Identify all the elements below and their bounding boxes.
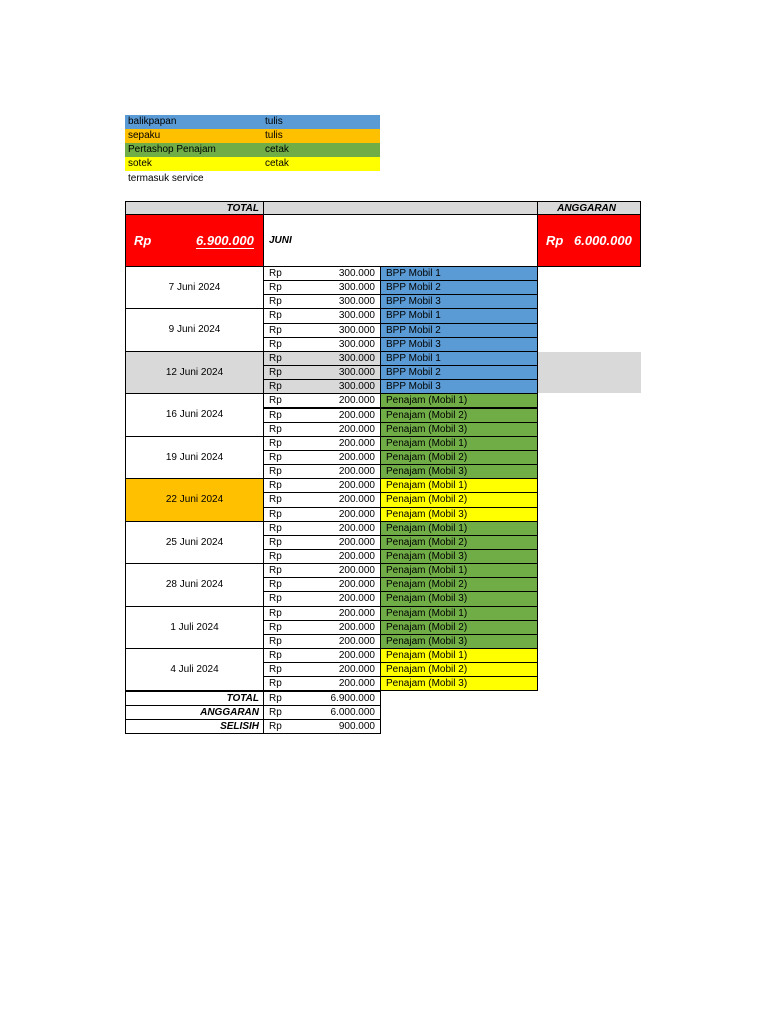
amount-value: 200.000	[338, 536, 375, 548]
anggaran-currency: Rp	[546, 233, 564, 248]
description-cell: BPP Mobil 3	[380, 337, 538, 352]
description-cell: Penajam (Mobil 2)	[380, 450, 538, 465]
amount-cell	[263, 450, 381, 465]
amount-cell	[263, 606, 381, 621]
amount-cell	[263, 535, 381, 550]
description-cell: Penajam (Mobil 2)	[380, 535, 538, 550]
legend-type: cetak	[265, 158, 289, 169]
legend-name: balikpapan	[128, 116, 177, 127]
amount-value: 200.000	[338, 480, 375, 492]
total-value: 6.900.000	[196, 233, 254, 248]
currency-label: Rp	[269, 268, 282, 279]
description-cell: Penajam (Mobil 3)	[380, 507, 538, 522]
description-cell: BPP Mobil 1	[380, 308, 538, 323]
amount-cell	[263, 521, 381, 536]
legend-name: sepaku	[128, 130, 161, 141]
amount-value: 300.000	[338, 352, 375, 364]
summary-amount-cell	[263, 719, 381, 734]
description-cell: Penajam (Mobil 1)	[380, 478, 538, 493]
legend-row	[125, 143, 380, 157]
description-cell: BPP Mobil 2	[380, 280, 538, 295]
amount-value: 200.000	[338, 466, 375, 478]
currency-label: Rp	[269, 437, 282, 449]
amount-value: 300.000	[338, 268, 375, 279]
summary-amount-cell	[263, 705, 381, 720]
amount-cell	[263, 662, 381, 677]
description-cell: Penajam (Mobil 1)	[380, 521, 538, 536]
amount-value: 200.000	[338, 635, 375, 647]
currency-label: Rp	[269, 607, 282, 619]
currency-label: Rp	[269, 494, 282, 506]
currency-label: Rp	[269, 338, 282, 350]
summary-amount-cell	[263, 691, 381, 706]
amount-cell	[263, 634, 381, 649]
amount-value: 200.000	[338, 409, 375, 421]
amount-value: 200.000	[338, 678, 375, 690]
amount-value: 200.000	[338, 664, 375, 676]
summary-label: ANGGARAN	[125, 705, 264, 720]
amount-cell	[263, 577, 381, 592]
currency-label: Rp	[269, 395, 282, 407]
amount-cell	[263, 436, 381, 451]
amount-value: 200.000	[338, 451, 375, 463]
legend-note: termasuk service	[128, 173, 204, 184]
amount-value: 300.000	[338, 367, 375, 379]
amount-value: 200.000	[338, 522, 375, 534]
legend-row	[125, 157, 380, 171]
description-cell: Penajam (Mobil 1)	[380, 436, 538, 451]
currency-label: Rp	[269, 706, 282, 718]
amount-cell	[263, 266, 381, 281]
amount-value: 200.000	[338, 437, 375, 449]
currency-label: Rp	[269, 621, 282, 633]
description-cell: Penajam (Mobil 1)	[380, 606, 538, 621]
currency-label: Rp	[269, 310, 282, 322]
description-cell: Penajam (Mobil 2)	[380, 408, 538, 423]
currency-label: Rp	[269, 324, 282, 336]
date-cell: 25 Juni 2024	[125, 521, 264, 564]
currency-label: Rp	[269, 579, 282, 591]
total-header: TOTAL	[125, 201, 264, 215]
amount-value: 200.000	[338, 621, 375, 633]
description-cell: Penajam (Mobil 3)	[380, 634, 538, 649]
summary-amount: 6.900.000	[330, 692, 375, 704]
description-cell: Penajam (Mobil 2)	[380, 577, 538, 592]
currency-label: Rp	[269, 650, 282, 662]
amount-cell	[263, 308, 381, 323]
description-cell: BPP Mobil 2	[380, 365, 538, 380]
row-highlight	[538, 352, 641, 393]
currency-label: Rp	[269, 480, 282, 492]
amount-cell	[263, 648, 381, 663]
amount-value: 200.000	[338, 579, 375, 591]
description-cell: BPP Mobil 3	[380, 379, 538, 394]
currency-label: Rp	[269, 423, 282, 435]
amount-cell	[263, 676, 381, 691]
summary-amount: 6.000.000	[330, 706, 375, 718]
amount-cell	[263, 280, 381, 295]
currency-label: Rp	[269, 692, 282, 704]
amount-cell	[263, 620, 381, 635]
currency-label: Rp	[269, 466, 282, 478]
date-cell: 9 Juni 2024	[125, 308, 264, 351]
amount-value: 300.000	[338, 310, 375, 322]
legend-row	[125, 129, 380, 143]
amount-value: 200.000	[338, 565, 375, 577]
amount-value: 300.000	[338, 381, 375, 393]
currency-label: Rp	[269, 593, 282, 605]
legend-type: cetak	[265, 144, 289, 155]
date-cell: 19 Juni 2024	[125, 436, 264, 479]
legend-type: tulis	[265, 116, 283, 127]
description-cell: Penajam (Mobil 1)	[380, 563, 538, 578]
total-currency: Rp	[134, 233, 152, 248]
currency-label: Rp	[269, 508, 282, 520]
currency-label: Rp	[269, 367, 282, 379]
description-cell: Penajam (Mobil 1)	[380, 393, 538, 408]
date-cell: 16 Juni 2024	[125, 393, 264, 436]
amount-value: 200.000	[338, 494, 375, 506]
description-cell: BPP Mobil 2	[380, 323, 538, 338]
amount-value: 200.000	[338, 593, 375, 605]
amount-value: 300.000	[338, 338, 375, 350]
amount-cell	[263, 365, 381, 380]
description-cell: Penajam (Mobil 2)	[380, 492, 538, 507]
amount-cell	[263, 492, 381, 507]
description-cell: Penajam (Mobil 3)	[380, 676, 538, 691]
currency-label: Rp	[269, 551, 282, 562]
total-box	[125, 214, 264, 267]
currency-label: Rp	[269, 352, 282, 364]
legend-type: tulis	[265, 130, 283, 141]
date-cell: 12 Juni 2024	[125, 351, 264, 394]
amount-value: 200.000	[338, 395, 375, 407]
amount-cell	[263, 591, 381, 606]
amount-cell	[263, 379, 381, 394]
currency-label: Rp	[269, 635, 282, 647]
month-box	[263, 214, 538, 267]
amount-cell	[263, 337, 381, 352]
currency-label: Rp	[269, 536, 282, 548]
amount-cell	[263, 351, 381, 366]
anggaran-value: 6.000.000	[574, 233, 632, 248]
amount-cell	[263, 393, 381, 408]
description-cell: Penajam (Mobil 3)	[380, 549, 538, 564]
amount-value: 200.000	[338, 508, 375, 520]
date-cell: 1 Juli 2024	[125, 606, 264, 649]
month-label: JUNI	[269, 235, 292, 246]
amount-value: 200.000	[338, 650, 375, 662]
header-blank	[263, 201, 538, 215]
amount-cell	[263, 507, 381, 522]
amount-cell	[263, 408, 381, 423]
date-cell: 28 Juni 2024	[125, 563, 264, 606]
description-cell: Penajam (Mobil 1)	[380, 648, 538, 663]
date-cell: 4 Juli 2024	[125, 648, 264, 691]
amount-cell	[263, 464, 381, 479]
currency-label: Rp	[269, 381, 282, 393]
summary-label: TOTAL	[125, 691, 264, 706]
currency-label: Rp	[269, 565, 282, 577]
currency-label: Rp	[269, 664, 282, 676]
currency-label: Rp	[269, 282, 282, 294]
date-cell: 22 Juni 2024	[125, 478, 264, 521]
currency-label: Rp	[269, 296, 282, 308]
description-cell: Penajam (Mobil 3)	[380, 591, 538, 606]
legend-row	[125, 115, 380, 129]
amount-cell	[263, 323, 381, 338]
amount-cell	[263, 563, 381, 578]
amount-cell	[263, 549, 381, 564]
description-cell: BPP Mobil 3	[380, 294, 538, 309]
amount-value: 200.000	[338, 607, 375, 619]
description-cell: Penajam (Mobil 3)	[380, 464, 538, 479]
description-cell: BPP Mobil 1	[380, 266, 538, 281]
currency-label: Rp	[269, 522, 282, 534]
amount-value: 300.000	[338, 282, 375, 294]
legend-name: sotek	[128, 158, 152, 169]
currency-label: Rp	[269, 720, 282, 732]
summary-label: SELISIH	[125, 719, 264, 734]
description-cell: Penajam (Mobil 3)	[380, 422, 538, 437]
description-cell: Penajam (Mobil 2)	[380, 620, 538, 635]
currency-label: Rp	[269, 409, 282, 421]
amount-value: 300.000	[338, 296, 375, 308]
amount-cell	[263, 422, 381, 437]
description-cell: BPP Mobil 1	[380, 351, 538, 366]
legend-name: Pertashop Penajam	[128, 144, 216, 155]
currency-label: Rp	[269, 451, 282, 463]
description-cell: Penajam (Mobil 2)	[380, 662, 538, 677]
amount-value: 300.000	[338, 324, 375, 336]
anggaran-box	[537, 214, 641, 267]
currency-label: Rp	[269, 678, 282, 690]
anggaran-header: ANGGARAN	[537, 201, 641, 215]
amount-value: 200.000	[338, 551, 375, 562]
amount-value: 200.000	[338, 423, 375, 435]
amount-cell	[263, 294, 381, 309]
date-cell: 7 Juni 2024	[125, 266, 264, 309]
summary-amount: 900.000	[338, 720, 375, 732]
amount-cell	[263, 478, 381, 493]
